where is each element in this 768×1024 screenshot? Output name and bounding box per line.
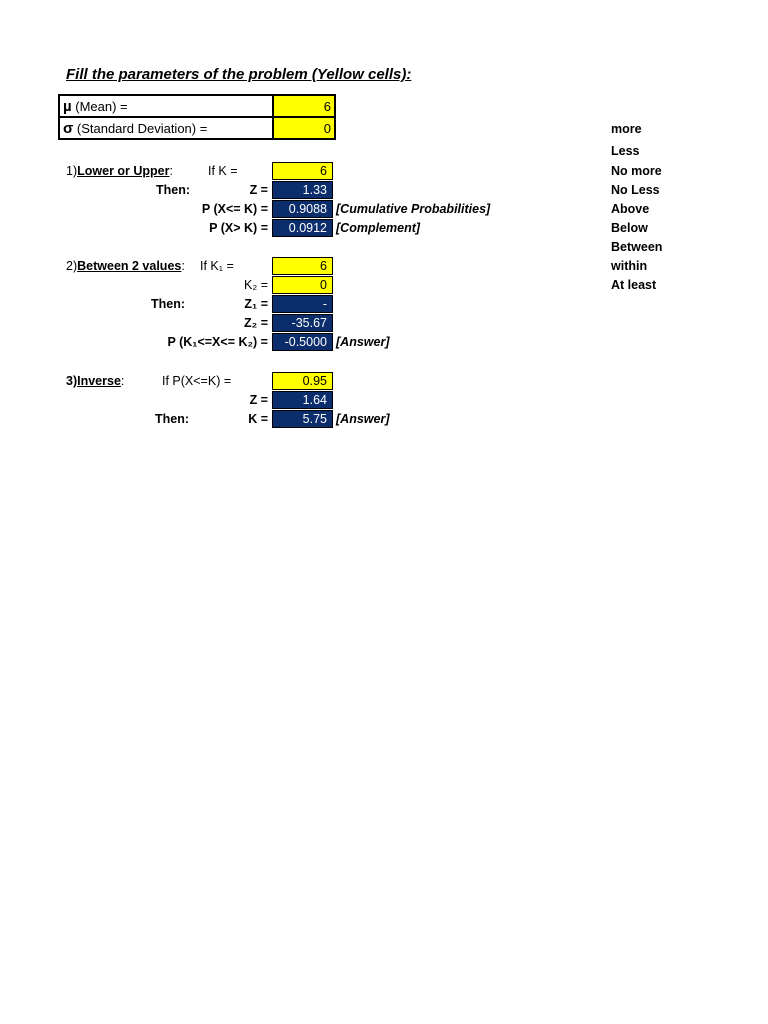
section1-number: 1) <box>66 164 78 178</box>
keyword-item: No more <box>611 164 662 178</box>
section2-number: 2) <box>66 259 78 273</box>
section1-colon: : <box>169 164 173 178</box>
section3-z-label: Z = <box>249 393 268 407</box>
section2-heading <box>66 257 185 275</box>
keyword-item: No Less <box>611 183 660 197</box>
section2-title: Between 2 values <box>77 259 182 273</box>
mu-symbol: µ <box>63 97 72 115</box>
parameters-table <box>58 94 336 140</box>
sd-input[interactable]: 0 <box>273 117 335 139</box>
keyword-item: Less <box>611 144 640 158</box>
section2-k1-input[interactable]: 6 <box>272 257 333 275</box>
section2-colon: : <box>181 259 185 273</box>
section1-title: Lower or Upper <box>77 164 170 178</box>
section2-then-label: Then: <box>151 297 186 311</box>
section1-then-label: Then: <box>156 183 191 197</box>
section1-p-gt-label: P (X> K) = <box>209 221 268 235</box>
section2-k2-label: K₂ = <box>244 278 268 292</box>
section1-p-gt-value: 0.0912 <box>272 219 333 237</box>
mean-row <box>59 95 335 117</box>
section1-z-label: Z = <box>249 183 268 197</box>
keyword-item: within <box>611 259 648 273</box>
section1-if-label: If K = <box>208 164 238 178</box>
section3-heading <box>66 372 124 390</box>
section3-z-value: 1.64 <box>272 391 333 409</box>
section2-p-value: -0.5000 <box>272 333 333 351</box>
section2-z2-value: -35.67 <box>272 314 333 332</box>
keyword-item: more <box>611 122 642 136</box>
section2-z2-label: Z₂ = <box>244 316 268 330</box>
section3-k-label: K = <box>248 412 268 426</box>
section3-title: Inverse <box>77 374 121 388</box>
mean-input[interactable]: 6 <box>273 95 335 117</box>
section2-z1-value: - <box>272 295 333 313</box>
section3-colon: : <box>120 374 125 388</box>
mean-label: (Mean) = <box>71 98 128 114</box>
section2-z1-label: Z₁ = <box>244 297 268 311</box>
section3-k-value: 5.75 <box>272 410 333 428</box>
keyword-item: Below <box>611 221 648 235</box>
section1-p-gt-note: [Complement] <box>336 221 421 235</box>
section1-k-input[interactable]: 6 <box>272 162 333 180</box>
section2-k2-input[interactable]: 0 <box>272 276 333 294</box>
sigma-symbol: σ <box>63 119 74 137</box>
section1-p-le-value: 0.9088 <box>272 200 333 218</box>
keyword-item: Above <box>611 202 650 216</box>
section1-z-value: 1.33 <box>272 181 333 199</box>
section2-p-label: P (K₁<=X<= K₂) = <box>167 335 268 349</box>
section3-then-label: Then: <box>155 412 190 426</box>
section1-heading <box>66 162 173 180</box>
keyword-item: At least <box>611 278 657 292</box>
section2-k1-label: If K₁ = <box>200 259 234 273</box>
page-title: Fill the parameters of the problem (Yellow cells): <box>66 66 412 83</box>
mean-label-cell <box>59 95 273 117</box>
section1-p-le-note: [Cumulative Probabilities] <box>336 202 491 216</box>
section1-p-le-label: P (X<= K) = <box>201 202 268 216</box>
section3-if-label: If P(X<=K) = <box>162 374 232 388</box>
section3-p-input[interactable]: 0.95 <box>272 372 333 390</box>
sd-label: (Standard Deviation) = <box>73 120 208 136</box>
sd-row <box>59 117 335 139</box>
section3-number: 3) <box>66 374 78 388</box>
keyword-item: Between <box>611 240 663 254</box>
section2-p-note: [Answer] <box>336 335 390 349</box>
sd-label-cell <box>59 117 273 139</box>
section3-k-note: [Answer] <box>336 412 390 426</box>
